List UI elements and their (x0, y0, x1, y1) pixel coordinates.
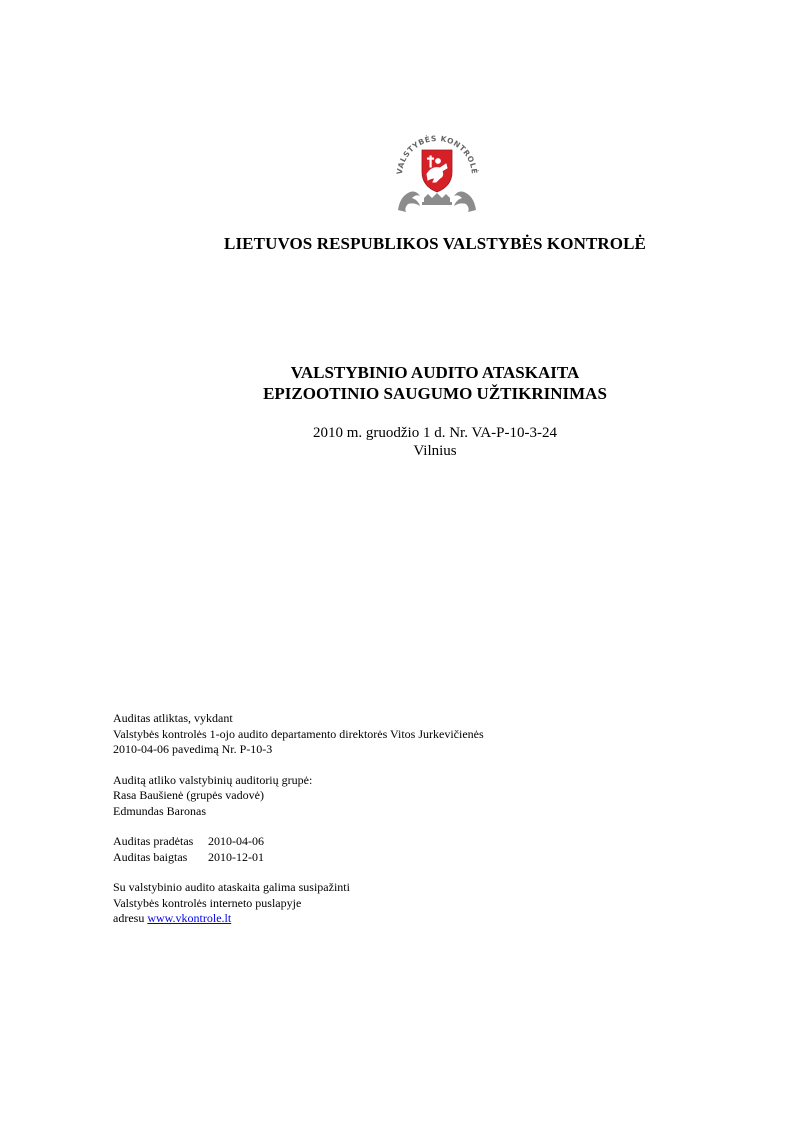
audit-start-value: 2010-04-06 (208, 834, 264, 848)
mandate-line: Auditas atliktas, vykdant (113, 711, 233, 725)
report-title (0, 362, 794, 404)
audit-end-value: 2010-12-01 (208, 849, 264, 864)
report-date-number: 2010 m. gruodžio 1 d. Nr. VA-P-10-3-24 (312, 425, 558, 441)
website-link[interactable]: www.vkontrole.lt (147, 911, 232, 925)
report-title-line1: VALSTYBINIO AUDITO ATASKAITA (290, 363, 580, 382)
team-member: Edmundas Baronas (113, 803, 206, 818)
coat-of-arms-icon (392, 130, 482, 214)
access-line: Su valstybinio audito ataskaita galima susipažinti (113, 880, 350, 894)
mandate-line: 2010-04-06 pavedimą Nr. P-10-3 (113, 742, 273, 756)
audit-start-label: Auditas pradėtas (113, 834, 194, 848)
audit-start-row (113, 834, 713, 850)
team-member: Rasa Baušienė (grupės vadovė) (113, 788, 264, 802)
report-city: Vilnius (413, 443, 457, 459)
access-line: Valstybės kontrolės interneto puslapyje (113, 895, 302, 910)
mandate-line: Valstybės kontrolės 1-ojo audito departamento direktorės Vitos Jurkevičienės (113, 726, 484, 741)
institution-heading: LIETUVOS RESPUBLIKOS VALSTYBĖS KONTROLĖ (224, 234, 646, 253)
report-title-line2: EPIZOOTINIO SAUGUMO UŽTIKRINIMAS (263, 384, 607, 403)
access-prefix: adresu (113, 911, 145, 925)
report-meta (0, 424, 794, 460)
audit-end-row (113, 850, 713, 866)
audit-end-label: Auditas baigtas (113, 849, 188, 864)
audit-details (113, 711, 713, 927)
team-heading: Auditą atliko valstybinių auditorių grupė: (113, 772, 313, 787)
logo-arc-text: VALSTYBĖS KONTROLĖ (394, 133, 480, 175)
logo-ornament (398, 192, 476, 213)
access-address-row (113, 911, 713, 927)
valstybes-kontrole-logo (392, 130, 482, 214)
